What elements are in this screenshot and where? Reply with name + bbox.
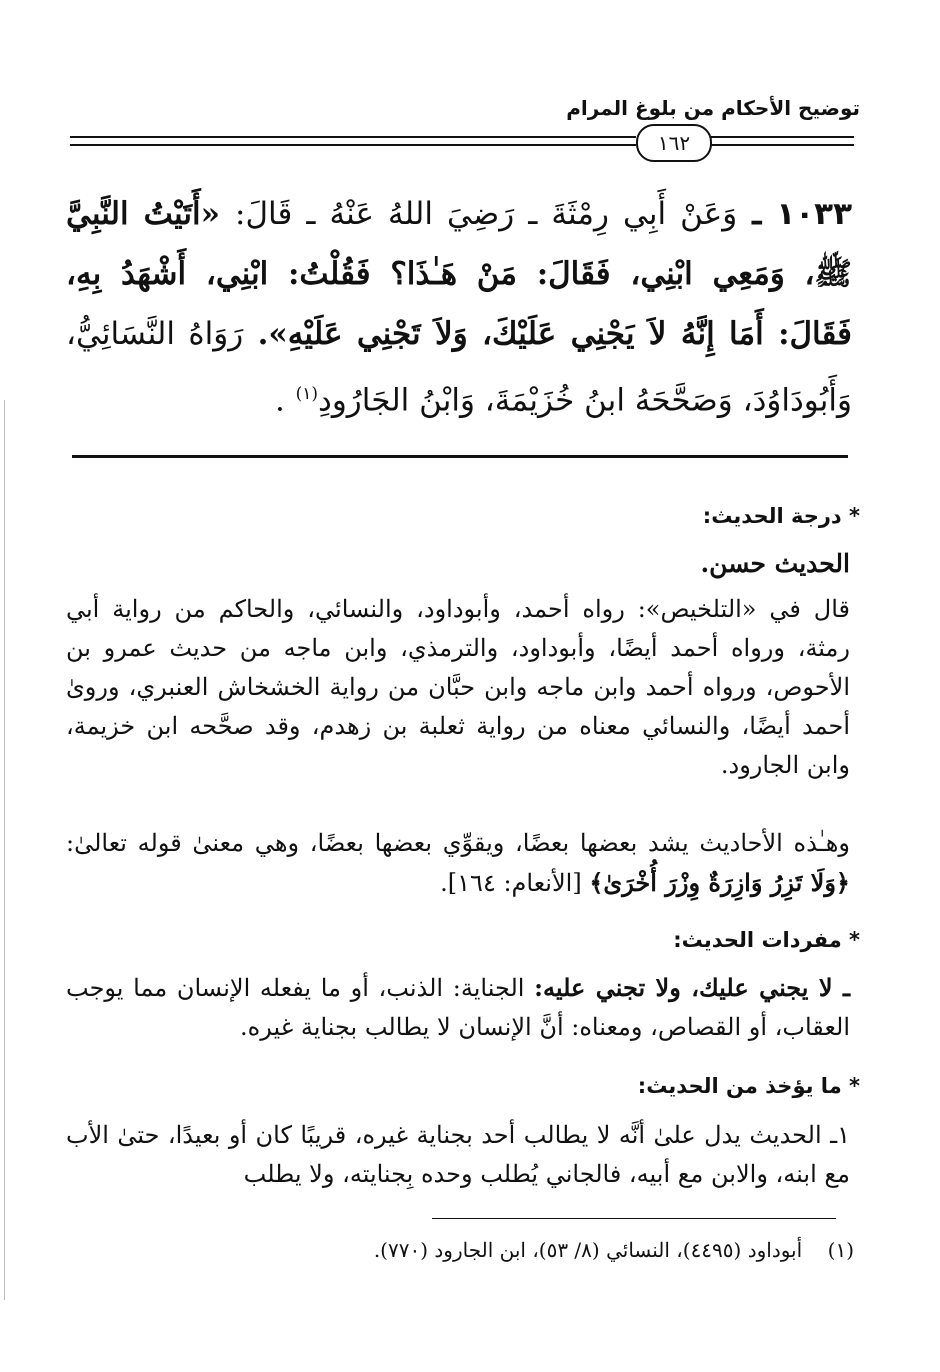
hadith-end: . xyxy=(274,382,285,419)
hadith-quote: «أَتَيْتُ النَّبِيَّ ﷺ، وَمَعِي ابْنِي، فَقَالَ: مَنْ هَـٰذَا؟ فَقُلْتُ: ابْنِي، أَشْهَدُ بِهِ، فَقَالَ: أَمَا إِنَّهُ لاَ يَجْنِي عَلَيْكَ، وَلاَ تَجْنِي عَلَيْهِ». xyxy=(66,196,852,352)
running-title: توضيح الأحكام من بلوغ المرام xyxy=(566,96,860,120)
footnote-text: أبوداود (٤٤٩٥)، النسائي (٨/ ٥٣)، ابن الجارود (٧٧٠). xyxy=(373,1238,803,1262)
scan-edge-line xyxy=(4,400,5,1300)
footnote-reference: (١) xyxy=(295,384,319,404)
vocab-term: ـ لا يجني عليك، ولا تجني عليه: xyxy=(534,973,850,1002)
footnote xyxy=(94,1236,854,1264)
grade-verdict: الحديث حسن. xyxy=(700,549,850,578)
hadith-intro: وَعَنْ أَبِي رِمْثَةَ ـ رَضِيَ اللهُ عَنْهُ ـ قَالَ: xyxy=(235,196,738,232)
section-heading-lessons: * ما يؤخذ من الحديث: xyxy=(637,1074,860,1098)
verse-reference: [الأنعام: ١٦٤]. xyxy=(440,869,582,897)
hadith-number: ١٠٣٣ xyxy=(776,196,853,232)
hadith-source: رَوَاهُ النَّسَائِيُّ، وَأَبُودَاوُدَ، وَصَحَّحَهُ ابنُ خُزَيْمَةَ، وَابْنُ الجَارُودِ xyxy=(66,316,852,419)
section-divider xyxy=(72,455,848,458)
section-heading-vocab: * مفردات الحديث: xyxy=(673,928,860,952)
page-number: ١٦٢ xyxy=(657,131,691,155)
header-rule-right-lower xyxy=(708,144,854,146)
quran-verse: ﴿وَلَا تَزِرُ وَازِرَةٌ وِزْرَ أُخْرَىٰ﴾ xyxy=(589,868,850,897)
header-rule-right xyxy=(708,136,854,138)
grade-paragraph-1: قال في «التلخيص»: رواه أحمد، وأبوداود، والنسائي، والحاكم من رواية أبي رمثة، ورواه أحمد أيضًا، وأبوداود، والترمذي، وابن ماجه من حديث عمرو بن الأحوص، ورواه أحمد وابن ماجه وابن حبَّان من رواية الخشخاش العنبري، وروىٰ أحمد أيضًا، والنسائي معناه من رواية ثعلبة بن زهدم، وقد صحَّحه ابن خزيمة، وابن الجارود. xyxy=(66,595,850,779)
header-rule-left xyxy=(70,136,636,138)
grade-paragraph-2 xyxy=(66,824,850,903)
header-rule-left-lower xyxy=(70,144,636,146)
vocab-paragraph xyxy=(66,968,850,1047)
vocab-text: الجناية: الذنب، أو ما يفعله الإنسان مما يوجب العقاب، أو القصاص، ومعناه: أنَّ الإنسان لا يطالب بجناية غيره. xyxy=(66,974,850,1041)
hadith-dash: ـ xyxy=(752,196,762,232)
footnote-rule xyxy=(432,1218,836,1219)
footnote-number: (١) xyxy=(827,1238,854,1262)
grade-paragraph-2-text: وهـٰذه الأحاديث يشد بعضها بعضًا، ويقوِّي بعضها بعضًا، وهي معنىٰ قوله تعالىٰ: xyxy=(66,829,850,857)
lessons-paragraph-1: ١ـ الحديث يدل علىٰ أنَّه لا يطالب أحد بجناية غيره، قريبًا كان أو بعيدًا، حتىٰ الأب مع ابنه، والابن مع أبيه، فالجاني يُطلب وحده بِجنايته، ولا يطلب xyxy=(66,1121,850,1188)
hadith-block xyxy=(66,184,852,430)
page-number-badge xyxy=(636,124,712,162)
section-heading-grade: * درجة الحديث: xyxy=(702,504,860,528)
